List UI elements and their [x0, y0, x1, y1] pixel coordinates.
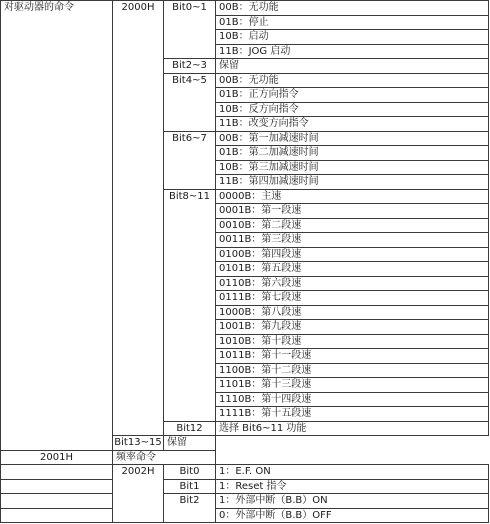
- bit-0-1: Bit0~1: [164, 1, 216, 59]
- bit-2: Bit2: [164, 494, 216, 523]
- bit4-5-value: 11B：改变方向指令: [216, 117, 489, 132]
- bit-13-15: Bit13~15: [114, 437, 162, 448]
- bit8-11-value: 0001B：第一段速: [216, 204, 489, 219]
- bit-4-5: Bit4~5: [164, 73, 216, 131]
- p2002-bit2-value: 0：外部中断（B.B）OFF: [216, 508, 489, 523]
- bit8-11-value: 1001B：第九段速: [216, 320, 489, 335]
- bit-6-7: Bit6~7: [164, 131, 216, 189]
- bit6-7-value: 00B：第一加减速时间: [216, 131, 489, 146]
- bit8-11-value: 1100B：第十二段速: [216, 363, 489, 378]
- bit8-11-value: 0011B：第三段速: [216, 233, 489, 248]
- bit0-1-value: 11B：JOG 启动: [216, 44, 489, 59]
- bit8-11-value: 1010B：第十段速: [216, 334, 489, 349]
- p2002-bit2-value: 1：外部中断（B.B）ON: [216, 494, 489, 509]
- bit8-11-value: 0110B：第六段速: [216, 276, 489, 291]
- bit8-11-value: 1000B：第八段速: [216, 305, 489, 320]
- bit8-11-value: 1110B：第十四段速: [216, 392, 489, 407]
- bit8-11-value: 0100B：第四段速: [216, 247, 489, 262]
- bit6-7-value: 01B：第二加减速时间: [216, 146, 489, 161]
- bit-12: Bit12: [164, 421, 216, 436]
- bit8-11-value: 1101B：第十三段速: [216, 378, 489, 393]
- bit-2-3: Bit2~3: [164, 59, 216, 74]
- bit0-1-value: 00B：无功能: [216, 1, 489, 16]
- bit6-7-value: 11B：第四加减速时间: [216, 175, 489, 190]
- bit8-11-value: 0000B：主速: [216, 189, 489, 204]
- command-label: 对驱动器的命令: [1, 1, 113, 451]
- bit-0: Bit0: [164, 465, 216, 480]
- bit8-11-value: 1111B：第十五段速: [216, 407, 489, 422]
- bit12-value: 选择 Bit6~11 功能: [216, 421, 489, 436]
- bit2-3-value: 保留: [216, 59, 489, 74]
- bit4-5-value: 01B：正方向指令: [216, 88, 489, 103]
- bit8-11-value: 0111B：第七段速: [216, 291, 489, 306]
- address-2001h: 2001H: [1, 450, 113, 465]
- address-2000h: 2000H: [113, 1, 164, 436]
- bit8-11-value: 0010B：第二段速: [216, 218, 489, 233]
- bit6-7-value: 10B：第三加减速时间: [216, 160, 489, 175]
- bit-1: Bit1: [164, 479, 216, 494]
- bit4-5-value: 00B：无功能: [216, 73, 489, 88]
- bit-8-11: Bit8~11: [164, 189, 216, 421]
- bit0-1-value: 10B：启动: [216, 30, 489, 45]
- bit8-11-value: 0101B：第五段速: [216, 262, 489, 277]
- bit8-11-value: 1011B：第十一段速: [216, 349, 489, 364]
- address-2002h: 2002H: [113, 465, 164, 523]
- bit4-5-value: 10B：反方向指令: [216, 102, 489, 117]
- p2002-bit0-value: 1：E.F. ON: [216, 465, 489, 480]
- bit0-1-value: 01B：停止: [216, 15, 489, 30]
- frequency-command: 频率命令: [113, 450, 216, 465]
- p2002-bit1-value: 1：Reset 指令: [216, 479, 489, 494]
- bit13-15-value: 保留: [164, 436, 216, 451]
